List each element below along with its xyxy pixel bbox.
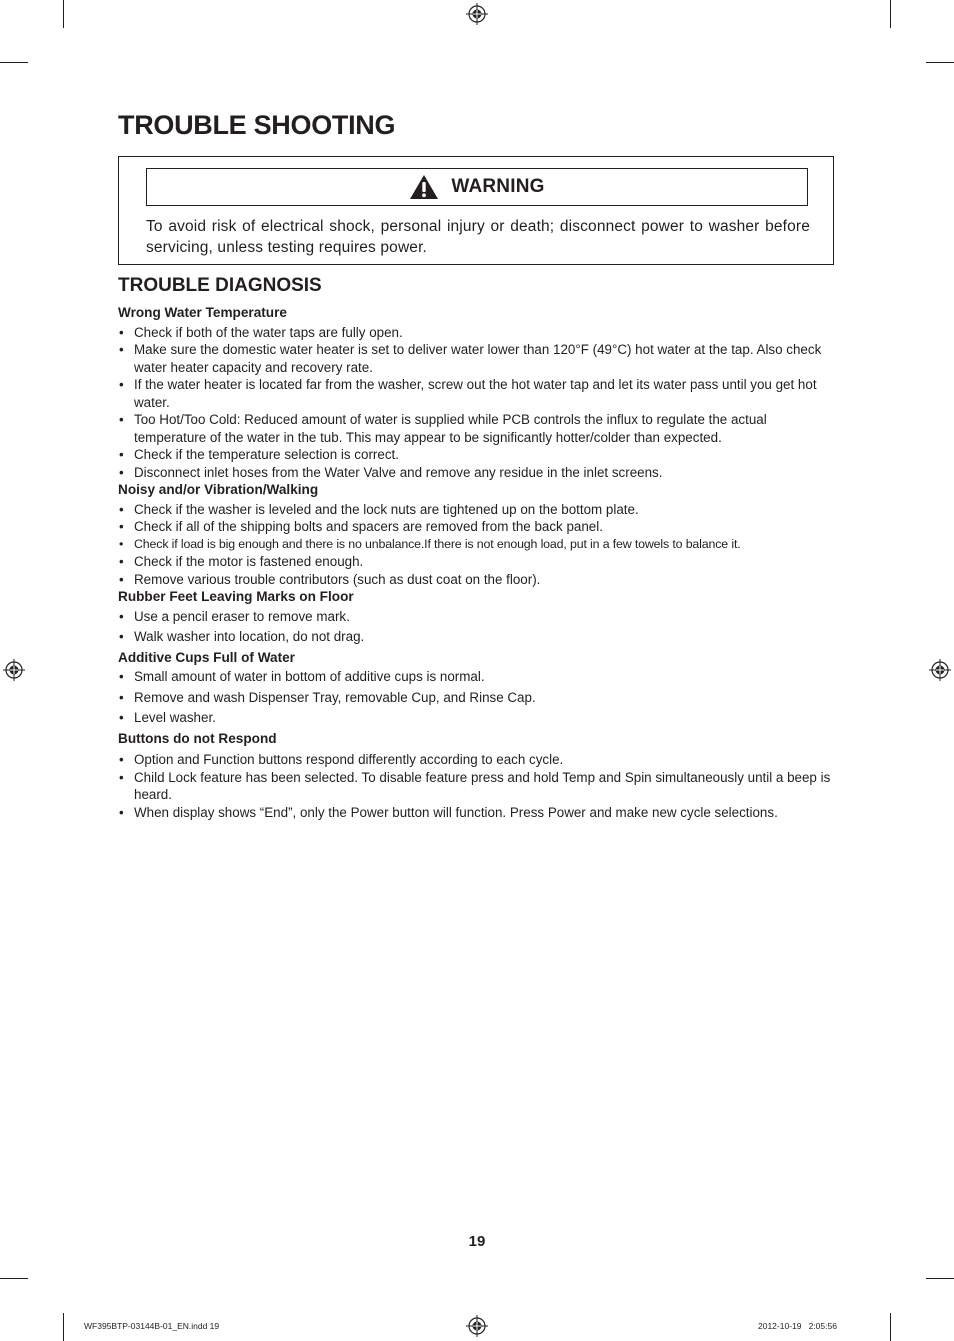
section-heading: Wrong Water Temperature: [118, 305, 287, 320]
list-item: • Use a pencil eraser to remove mark.: [118, 608, 840, 626]
page-number: 19: [468, 1233, 486, 1250]
list-item: • Option and Function buttons respond differently according to each cycle.: [118, 751, 840, 769]
section-title: TROUBLE DIAGNOSIS: [118, 275, 322, 296]
crop-mark: [890, 1313, 891, 1341]
section-rubber-feet: [118, 588, 840, 646]
warning-text: To avoid risk of electrical shock, personal injury or death; disconnect power to washer before servicing, unless testing requires power.: [146, 218, 810, 256]
list-item: • Check if both of the water taps are fully open.: [118, 324, 840, 342]
registration-mark-icon: [466, 1315, 488, 1337]
list-item: • Disconnect inlet hoses from the Water Valve and remove any residue in the inlet screens.: [118, 464, 840, 482]
section-additive-cups: [118, 649, 840, 727]
crop-mark: [63, 0, 64, 28]
list-item: • Check if the motor is fastened enough.: [118, 553, 840, 571]
section-heading: Rubber Feet Leaving Marks on Floor: [118, 589, 354, 604]
list-item: • Child Lock feature has been selected. To disable feature press and hold Temp and Spin simultaneously until a beep is heard.: [118, 769, 840, 804]
page-title: TROUBLE SHOOTING: [118, 110, 396, 140]
warning-box: [118, 156, 834, 265]
registration-mark-icon: [929, 659, 951, 681]
section-wrong-water-temperature: [118, 304, 840, 481]
list-item: • When display shows “End”, only the Power button will function. Press Power and make new cycle selections.: [118, 804, 840, 822]
list-item: • If the water heater is located far from the washer, screw out the hot water tap and let its water pass until you get hot water.: [118, 376, 840, 411]
crop-mark: [0, 1278, 28, 1279]
list-item: • Remove various trouble contributors (such as dust coat on the floor).: [118, 571, 840, 589]
section-noisy-vibration: [118, 481, 840, 588]
warning-label: WARNING: [451, 176, 545, 197]
slug-file: WF395BTP-03144B-01_EN.indd 19: [84, 1321, 220, 1331]
list-item: • Small amount of water in bottom of additive cups is normal.: [118, 668, 840, 686]
list-item: • Walk washer into location, do not drag.: [118, 628, 840, 646]
registration-mark-icon: [3, 659, 25, 681]
crop-mark: [926, 1278, 954, 1279]
list-item: • Too Hot/Too Cold: Reduced amount of water is supplied while PCB controls the influx to regulate the actual temperature of the water in the tub. This may appear to be significantly hotter/colder than expected.: [118, 411, 840, 446]
diagnosis-content: [118, 302, 840, 821]
crop-mark: [0, 62, 28, 63]
section-heading: Noisy and/or Vibration/Walking: [118, 482, 319, 497]
warning-triangle-icon: [409, 174, 439, 200]
warning-header: [146, 168, 808, 206]
slug-date: 2012-10-19 2:05:56: [758, 1321, 837, 1331]
list-item: • Check if the washer is leveled and the lock nuts are tightened up on the bottom plate.: [118, 501, 840, 519]
crop-mark: [926, 62, 954, 63]
registration-mark-icon: [466, 3, 488, 25]
section-heading: Additive Cups Full of Water: [118, 649, 295, 665]
list-item: • Check if load is big enough and there is no unbalance.If there is not enough load, put in a few towels to balance it.: [118, 536, 840, 554]
list-item: • Level washer.: [118, 709, 840, 727]
section-heading: Buttons do not Respond: [118, 730, 277, 746]
list-item: • Remove and wash Dispenser Tray, removable Cup, and Rinse Cap.: [118, 689, 840, 707]
list-item: • Check if the temperature selection is correct.: [118, 446, 840, 464]
crop-mark: [890, 0, 891, 28]
section-buttons-not-respond: [118, 730, 840, 822]
list-item: • Check if all of the shipping bolts and spacers are removed from the back panel.: [118, 518, 840, 536]
crop-mark: [63, 1313, 64, 1341]
list-item: • Make sure the domestic water heater is set to deliver water lower than 120°F (49°C) hot water at the tap. Also check water heater capacity and recovery rate.: [118, 341, 840, 376]
